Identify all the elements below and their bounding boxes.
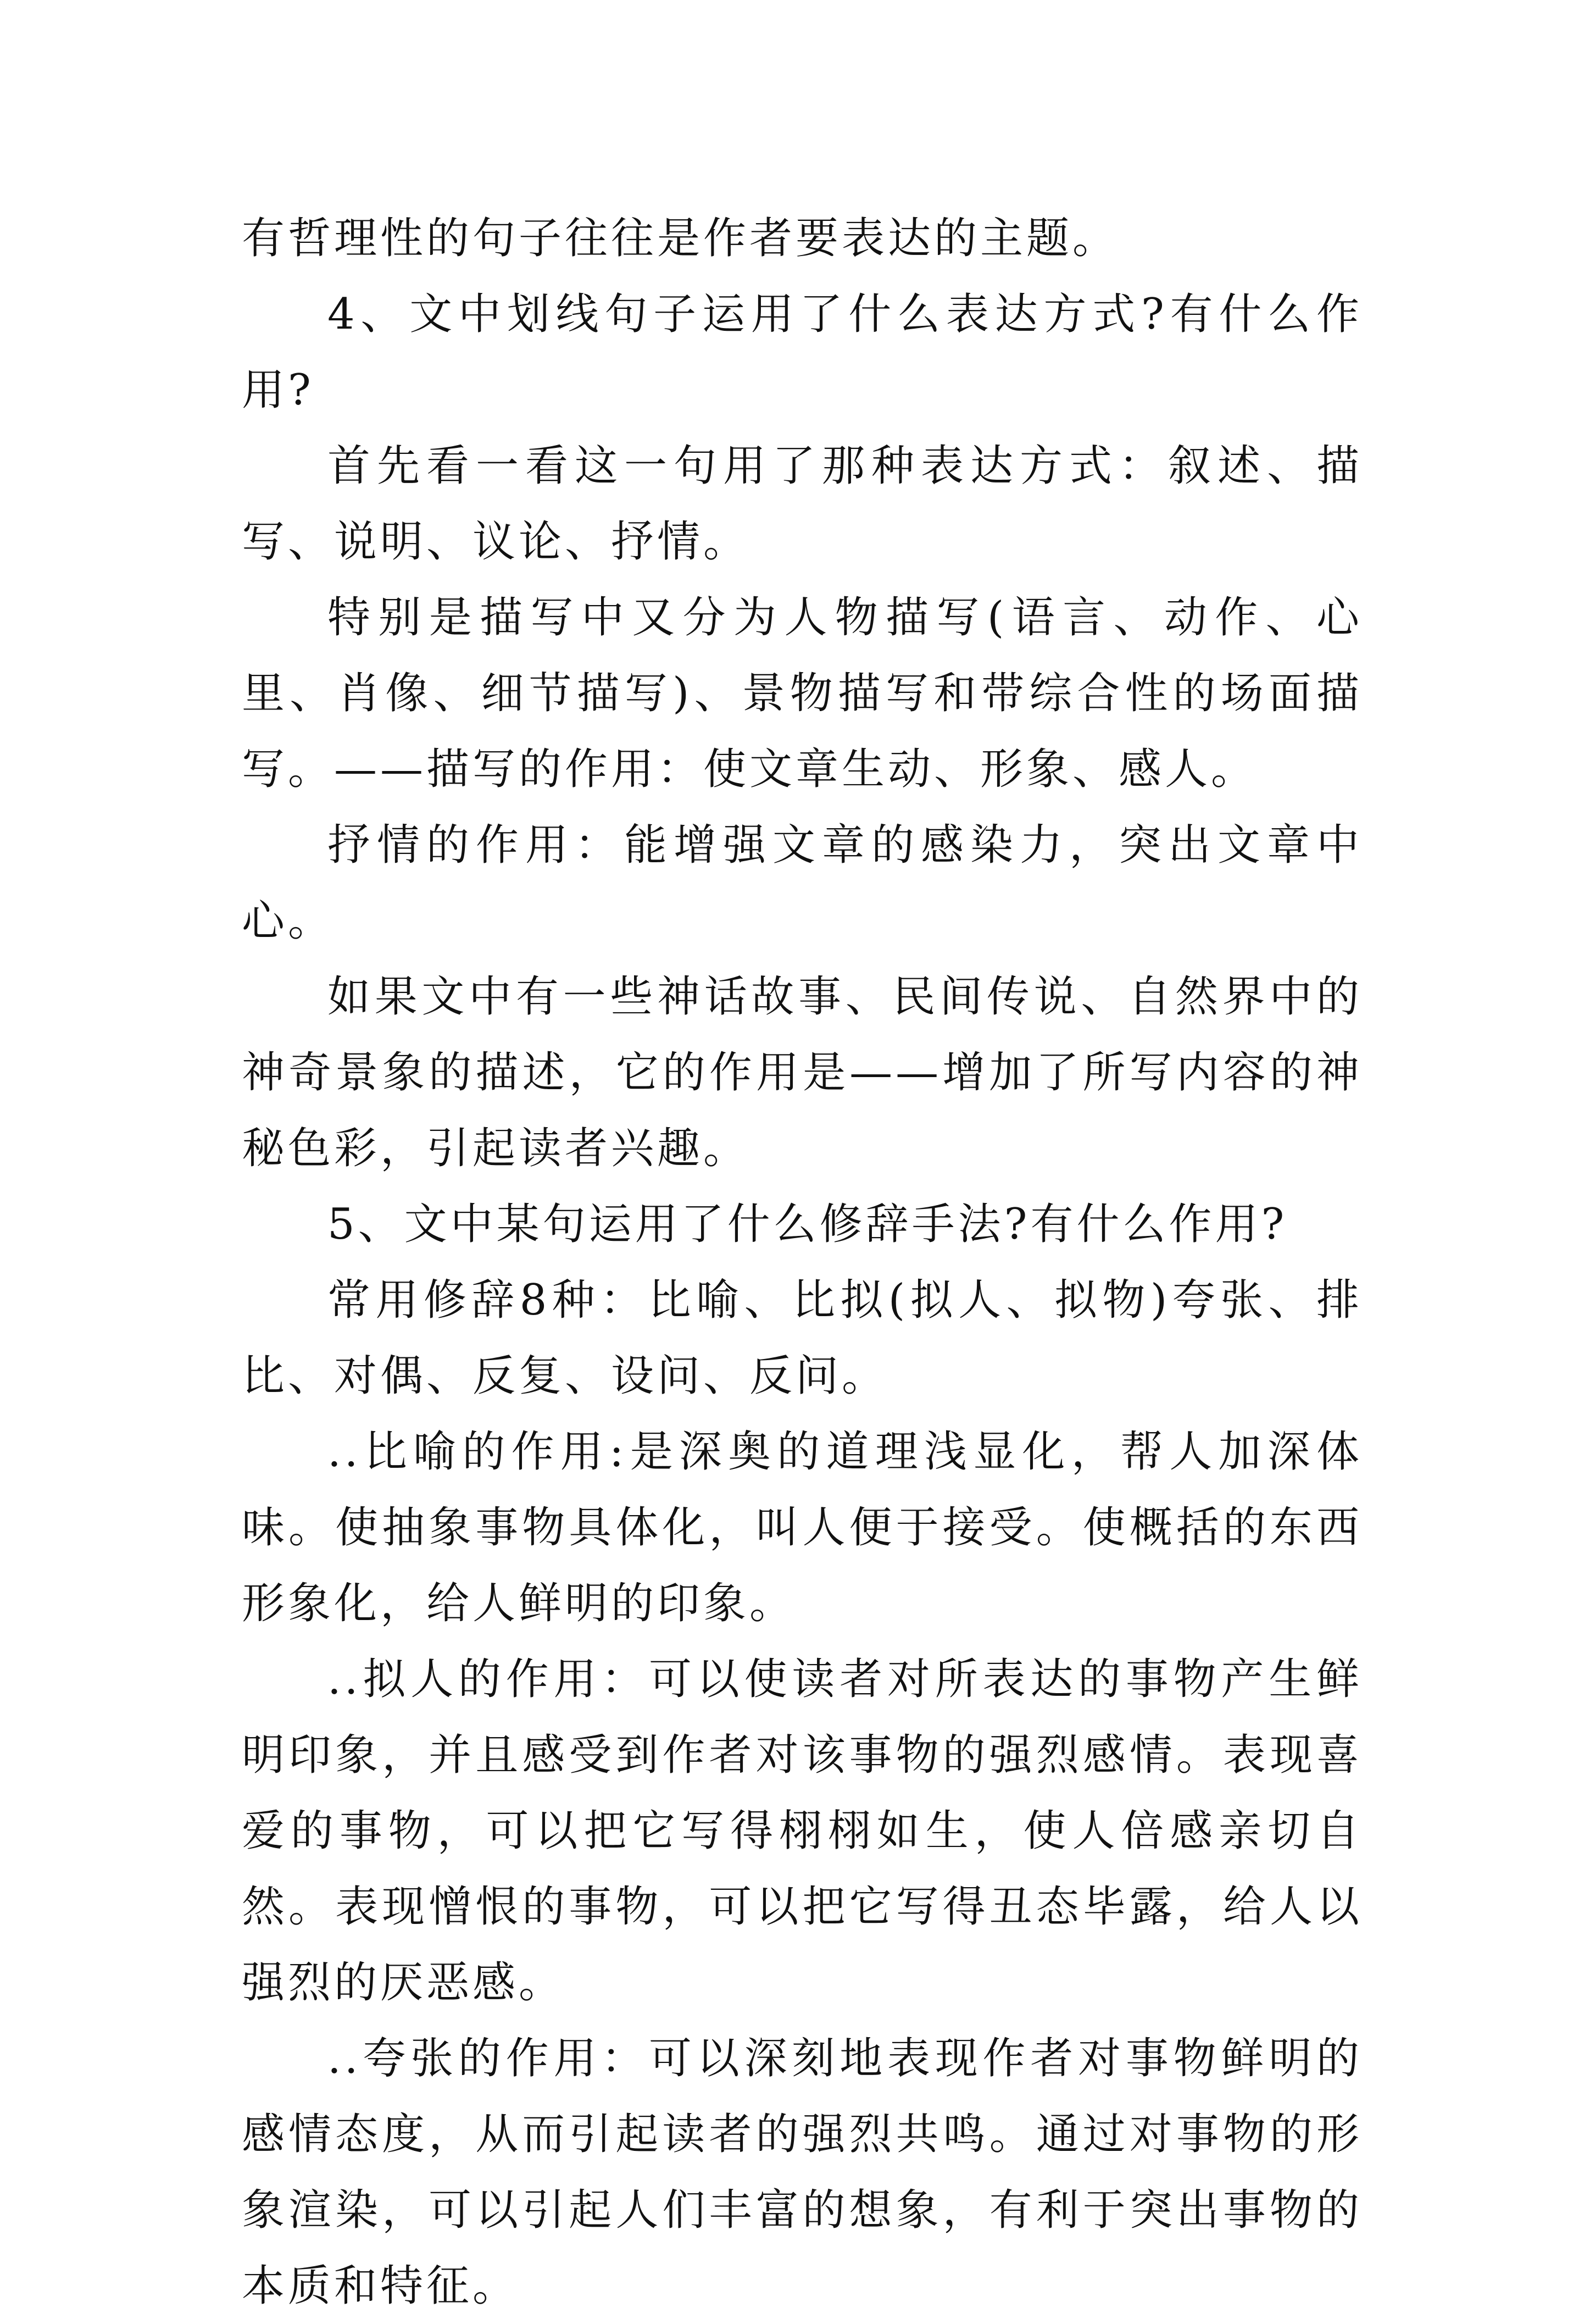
paragraph: 抒情的作用：能增强文章的感染力，突出文章中心。 [242, 820, 1363, 946]
paragraph: 如果文中有一些神话故事、民间传说、自然界中的神奇景象的描述，它的作用是——增加了所写内容的神秘色彩，引起读者兴趣。 [242, 972, 1363, 1173]
paragraph: 常用修辞8种：比喻、比拟(拟人、拟物)夸张、排比、对偶、反复、设问、反问。 [242, 1275, 1363, 1401]
paragraph: ..比喻的作用:是深奥的道理浅显化，帮人加深体味。使抽象事物具体化，叫人便于接受。使概括的东西形象化，给人鲜明的印象。 [242, 1427, 1363, 1628]
paragraph: 有哲理性的句子往往是作者要表达的主题。 [242, 214, 1119, 263]
paragraph: ..夸张的作用：可以深刻地表现作者对事物鲜明的感情态度，从而引起读者的强烈共鸣。通过对事物的形象渲染，可以引起人们丰富的想象，有利于突出事物的本质和特征。 [242, 2034, 1363, 2311]
document-body [242, 201, 1363, 2324]
paragraph: 首先看一看这一句用了那种表达方式：叙述、描写、说明、议论、抒情。 [242, 441, 1363, 567]
paragraph: ..拟人的作用：可以使读者对所表达的事物产生鲜明印象，并且感受到作者对该事物的强烈感情。表现喜爱的事物，可以把它写得栩栩如生，使人倍感亲切自然。表现憎恨的事物，可以把它写得丑态毕露，给人以强烈的厌恶感。 [242, 1655, 1363, 2007]
question-heading-4: 4、文中划线句子运用了什么表达方式?有什么作用? [242, 290, 1363, 415]
question-heading-5: 5、文中某句运用了什么修辞手法?有什么作用? [327, 1200, 1288, 1249]
paragraph: 特别是描写中又分为人物描写(语言、动作、心里、肖像、细节描写)、景物描写和带综合性的场面描写。——描写的作用：使文章生动、形象、感人。 [242, 593, 1363, 794]
